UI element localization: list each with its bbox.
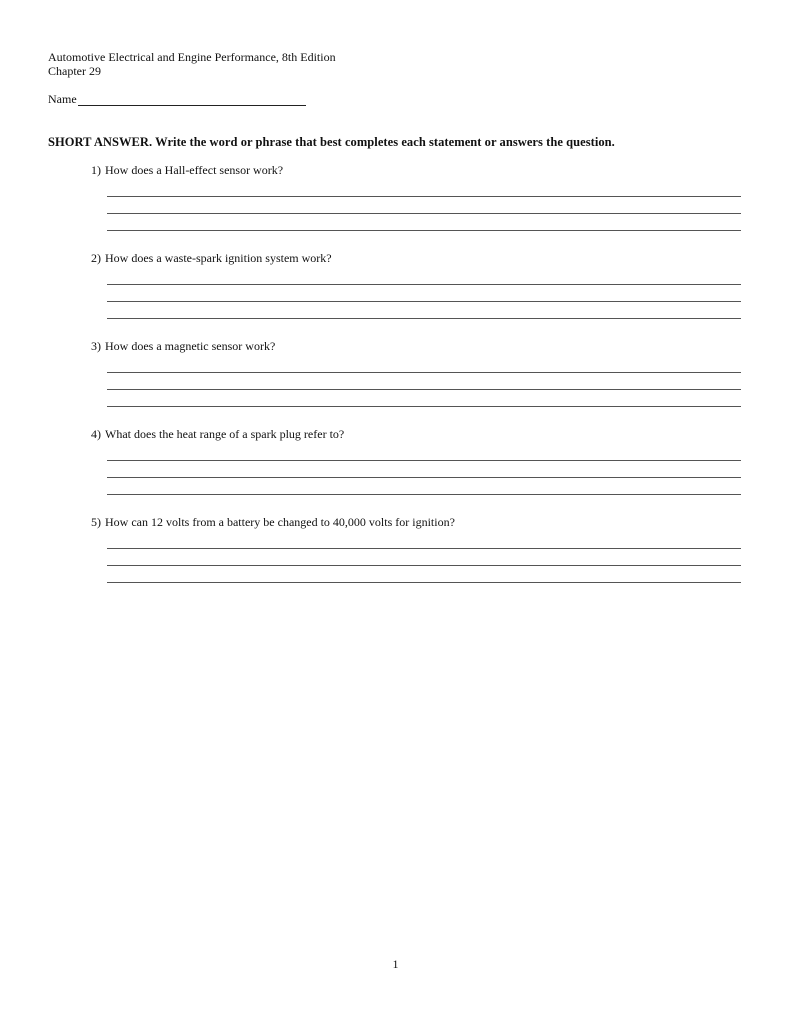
question-number: 1): [91, 163, 101, 177]
book-title: Automotive Electrical and Engine Performance, 8th Edition: [48, 50, 336, 64]
question-text: How does a waste-spark ignition system work?: [105, 251, 332, 265]
answer-line[interactable]: [107, 460, 741, 461]
question-text: How can 12 volts from a battery be changed to 40,000 volts for ignition?: [105, 515, 455, 529]
name-label: Name: [48, 92, 77, 106]
answer-line[interactable]: [107, 477, 741, 478]
answer-line[interactable]: [107, 548, 741, 549]
answer-line[interactable]: [107, 318, 741, 319]
question-3: [91, 339, 275, 353]
answer-line[interactable]: [107, 582, 741, 583]
answer-line[interactable]: [107, 494, 741, 495]
page-number: 1: [392, 957, 399, 971]
question-4: [91, 427, 344, 441]
question-text: How does a Hall-effect sensor work?: [105, 163, 284, 177]
question-text: How does a magnetic sensor work?: [105, 339, 276, 353]
question-number: 3): [91, 339, 101, 353]
chapter-label: Chapter 29: [48, 64, 101, 78]
question-number: 2): [91, 251, 101, 265]
question-5: [91, 515, 455, 529]
answer-line[interactable]: [107, 284, 741, 285]
question-number: 4): [91, 427, 101, 441]
question-1: [91, 163, 283, 177]
answer-line[interactable]: [107, 406, 741, 407]
answer-line[interactable]: [107, 565, 741, 566]
answer-line[interactable]: [107, 372, 741, 373]
section-instructions: SHORT ANSWER. Write the word or phrase that best completes each statement or answers the question.: [48, 135, 615, 149]
answer-line[interactable]: [107, 196, 741, 197]
answer-line[interactable]: [107, 389, 741, 390]
name-field-row: [48, 92, 306, 106]
answer-line[interactable]: [107, 230, 741, 231]
name-blank-line[interactable]: [78, 94, 306, 106]
question-text: What does the heat range of a spark plug refer to?: [105, 427, 345, 441]
question-2: [91, 251, 332, 265]
question-number: 5): [91, 515, 101, 529]
answer-line[interactable]: [107, 213, 741, 214]
answer-line[interactable]: [107, 301, 741, 302]
